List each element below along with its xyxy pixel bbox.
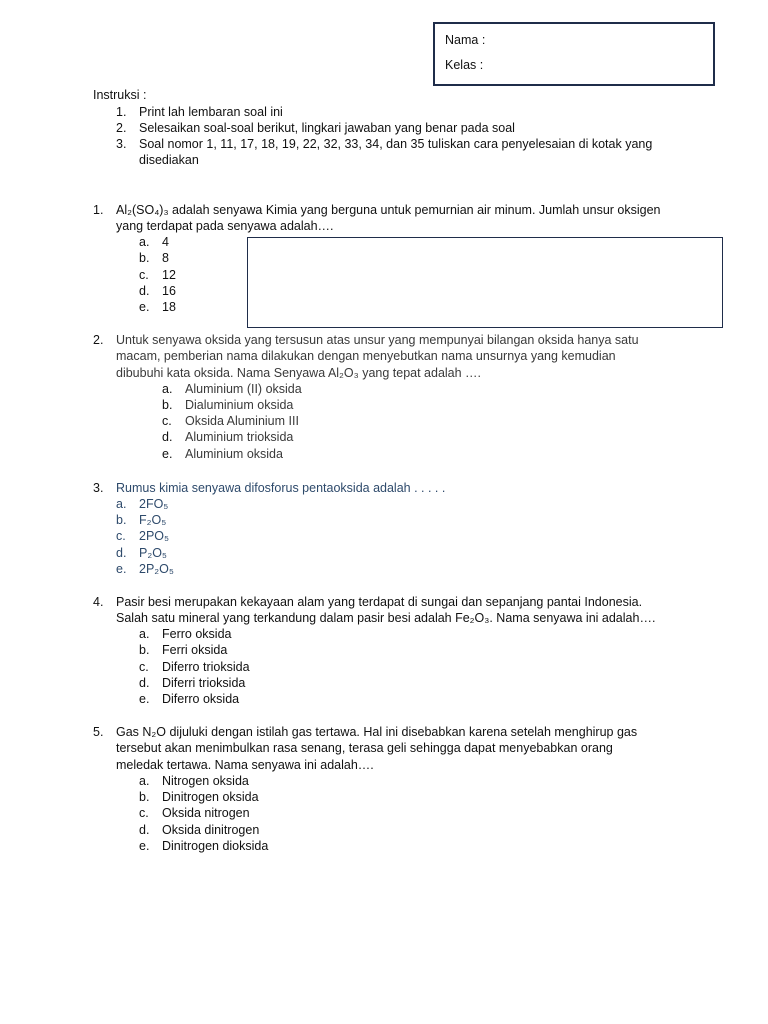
option-letter[interactable]: a. [116, 497, 127, 511]
option-text[interactable]: 12 [162, 268, 176, 282]
question-text-line: meledak tertawa. Nama senyawa ini adalah…. [116, 758, 374, 772]
option-letter[interactable]: d. [162, 430, 173, 444]
instruction-2-number: 2. [116, 121, 127, 135]
question-text-line: Salah satu mineral yang terkandung dalam pasir besi adalah Fe₂O₃. Nama senyawa ini adalah…. [116, 611, 656, 625]
option-text[interactable]: 18 [162, 300, 176, 314]
option-letter[interactable]: c. [139, 660, 149, 674]
option-letter[interactable]: d. [139, 823, 150, 837]
option-letter[interactable]: b. [162, 398, 173, 412]
option-text[interactable]: Diferro trioksida [162, 660, 250, 674]
instruction-3-number: 3. [116, 137, 127, 151]
nama-field-label: Nama : [445, 33, 486, 47]
student-identity-box [433, 22, 715, 86]
option-letter[interactable]: c. [139, 806, 149, 820]
instructions-title: Instruksi : [93, 88, 147, 102]
option-text[interactable]: Aluminium trioksida [185, 430, 294, 444]
option-text[interactable]: 4 [162, 235, 169, 249]
question-text-line: Gas N₂O dijuluki dengan istilah gas tertawa. Hal ini disebabkan karena setelah menghirup gas [116, 725, 638, 739]
question-text-line: Untuk senyawa oksida yang tersusun atas unsur yang mempunyai bilangan oksida hanya satu [116, 333, 639, 347]
question-text-line: Al₂(SO₄)₃ adalah senyawa Kimia yang berguna untuk pemurnian air minum. Jumlah unsur oksigen [116, 203, 661, 217]
question-number: 5. [93, 725, 104, 739]
answer-working-box[interactable] [247, 237, 723, 328]
option-letter[interactable]: c. [139, 268, 149, 282]
option-text[interactable]: Diferri trioksida [162, 676, 246, 690]
option-text[interactable]: 16 [162, 284, 176, 298]
option-text[interactable]: Aluminium oksida [185, 447, 283, 461]
option-letter[interactable]: b. [139, 643, 150, 657]
option-text[interactable]: F₂O₅ [139, 513, 167, 527]
option-text[interactable]: Nitrogen oksida [162, 774, 249, 788]
option-letter[interactable]: e. [162, 447, 173, 461]
option-letter[interactable]: a. [139, 774, 150, 788]
option-text[interactable]: Diferro oksida [162, 692, 240, 706]
option-letter[interactable]: e. [139, 839, 150, 853]
option-letter[interactable]: d. [139, 284, 150, 298]
option-letter[interactable]: d. [116, 546, 127, 560]
option-text[interactable]: Aluminium (II) oksida [185, 382, 302, 396]
question-text-line: macam, pemberian nama dilakukan dengan menyebutkan nama unsurnya yang kemudian [116, 349, 616, 363]
kelas-field-label: Kelas : [445, 58, 484, 72]
option-letter[interactable]: b. [139, 251, 150, 265]
option-letter[interactable]: e. [116, 562, 127, 576]
option-text[interactable]: Dinitrogen oksida [162, 790, 259, 804]
question-text-line: Pasir besi merupakan kekayaan alam yang terdapat di sungai dan sepanjang pantai Indonesia. [116, 595, 643, 609]
option-text[interactable]: Oksida Aluminium III [185, 414, 299, 428]
instruction-3-text-line-2: disediakan [139, 153, 199, 167]
question-text-line: yang terdapat pada senyawa adalah…. [116, 219, 334, 233]
option-letter[interactable]: a. [162, 382, 173, 396]
option-letter[interactable]: c. [162, 414, 172, 428]
instruction-1-text: Print lah lembaran soal ini [139, 105, 283, 119]
option-letter[interactable]: e. [139, 692, 150, 706]
option-letter[interactable]: b. [116, 513, 127, 527]
option-letter[interactable]: b. [139, 790, 150, 804]
question-text-line: Rumus kimia senyawa difosforus pentaoksida adalah . . . . . [116, 481, 446, 495]
option-text[interactable]: Dinitrogen dioksida [162, 839, 269, 853]
question-number: 1. [93, 203, 104, 217]
question-text-line: dibubuhi kata oksida. Nama Senyawa Al₂O₃ yang tepat adalah …. [116, 366, 482, 380]
option-text[interactable]: Oksida dinitrogen [162, 823, 260, 837]
instruction-3-text-line-1: Soal nomor 1, 11, 17, 18, 19, 22, 32, 33, 34, dan 35 tuliskan cara penyelesaian di kotak yang [139, 137, 653, 151]
option-letter[interactable]: e. [139, 300, 150, 314]
instruction-1-number: 1. [116, 105, 127, 119]
option-letter[interactable]: d. [139, 676, 150, 690]
option-text[interactable]: Oksida nitrogen [162, 806, 250, 820]
option-text[interactable]: Dialuminium oksida [185, 398, 294, 412]
option-letter[interactable]: c. [116, 529, 126, 543]
option-text[interactable]: 8 [162, 251, 169, 265]
question-text-line: tersebut akan menimbulkan rasa senang, terasa geli sehingga dapat menyebabkan orang [116, 741, 613, 755]
option-text[interactable]: Ferri oksida [162, 643, 228, 657]
option-letter[interactable]: a. [139, 627, 150, 641]
option-text[interactable]: 2PO₅ [139, 529, 170, 543]
option-letter[interactable]: a. [139, 235, 150, 249]
option-text[interactable]: 2P₂O₅ [139, 562, 174, 576]
option-text[interactable]: Ferro oksida [162, 627, 232, 641]
instruction-2-text: Selesaikan soal-soal berikut, lingkari jawaban yang benar pada soal [139, 121, 515, 135]
question-number: 3. [93, 481, 104, 495]
option-text[interactable]: 2FO₅ [139, 497, 169, 511]
question-number: 2. [93, 333, 104, 347]
option-text[interactable]: P₂O₅ [139, 546, 167, 560]
question-number: 4. [93, 595, 104, 609]
